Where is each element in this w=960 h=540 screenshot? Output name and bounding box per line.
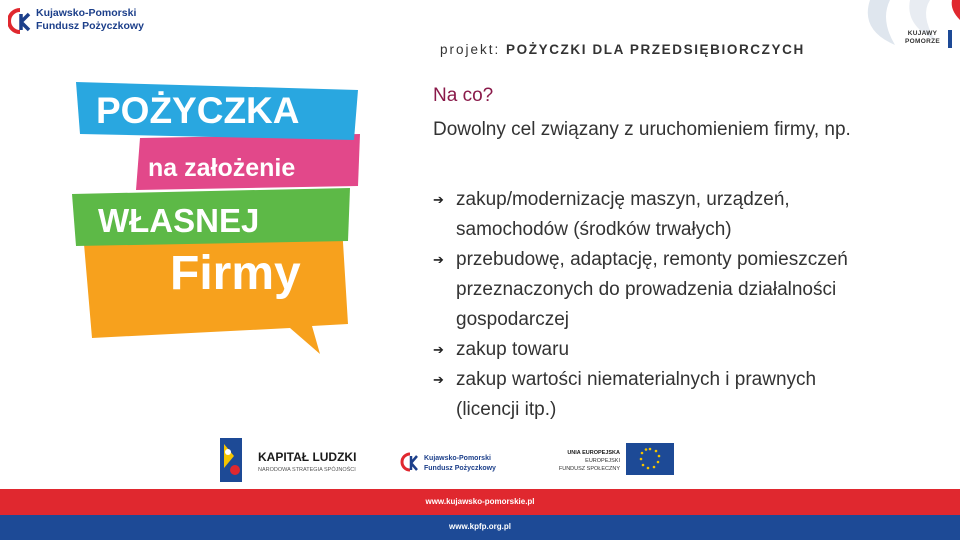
project-line	[440, 42, 805, 57]
banner-phrase-na-zalozenie: na założenie	[148, 154, 296, 182]
project-name: POŻYCZKI DLA PRZEDSIĘBIORCZYCH	[506, 42, 805, 57]
pomorze-text: POMORZE	[905, 38, 940, 45]
list-item	[433, 245, 863, 335]
list-item-text: przebudowę, adaptację, remonty pomieszczeń przeznaczonych do prowadzenia działalności gospodarczej	[456, 249, 848, 330]
list-item-text: zakup/modernizację maszyn, urządzeń, samochodów (środków trwałych)	[456, 189, 790, 240]
kpfp-partner-line2: Fundusz Pożyczkowy	[424, 465, 496, 472]
list-item-text: zakup towaru	[456, 339, 570, 360]
eu-logo	[559, 443, 674, 475]
list-item-text: zakup wartości niematerialnych i prawnych (licencji itp.)	[456, 369, 817, 420]
eu-line3: FUNDUSZ SPOŁECZNY	[558, 466, 620, 472]
list-item	[433, 335, 863, 365]
kapital-ludzki-subtitle: NARODOWA STRATEGIA SPÓJNOŚCI	[258, 467, 356, 473]
purpose-list	[433, 185, 863, 425]
eu-line2: EUROPEJSKI	[585, 458, 620, 464]
kpfp-partner-line1: Kujawsko-Pomorski	[424, 455, 491, 462]
arrow-right-icon: ➔	[433, 192, 444, 207]
question-heading: Na co?	[433, 85, 494, 106]
arrow-right-icon: ➔	[433, 342, 444, 357]
kujawy-text: KUJAWY	[907, 30, 938, 37]
banner-word-wlasnej: WŁASNEJ	[98, 202, 260, 239]
kpfp-logo	[8, 6, 158, 36]
kpfp-emblem-icon	[8, 8, 32, 34]
partner-logos-strip	[220, 434, 680, 486]
footer-url-kpfp[interactable]: www.kpfp.org.pl	[449, 522, 511, 531]
kujawy-pomorze-logo	[840, 0, 960, 80]
banner-word-firmy: Firmy	[170, 247, 301, 300]
intro-text: Dowolny cel związany z uruchomieniem firmy, np.	[433, 119, 851, 140]
list-item	[433, 365, 863, 425]
project-label: projekt:	[440, 42, 501, 57]
arrow-right-icon: ➔	[433, 252, 444, 267]
list-item	[433, 185, 863, 245]
footer-url-region[interactable]: www.kujawsko-pomorskie.pl	[425, 497, 535, 506]
footer-blue-bar	[0, 515, 960, 540]
kujawy-pomorze-emblem-icon	[840, 0, 960, 80]
arrow-right-icon: ➔	[433, 372, 444, 387]
kpfp-logo-line2: Fundusz Pożyczkowy	[36, 20, 144, 32]
kpfp-logo-line1: Kujawsko-Pomorski	[36, 7, 137, 19]
eu-line1: UNIA EUROPEJSKA	[567, 450, 620, 456]
kapital-ludzki-title: KAPITAŁ LUDZKI	[258, 450, 357, 464]
kapital-ludzki-logo	[220, 438, 356, 482]
banner-word-pozyczka: POŻYCZKA	[96, 90, 300, 131]
title-banner-graphic	[62, 76, 362, 361]
footer-red-bar	[0, 489, 960, 515]
kpfp-partner-logo	[402, 454, 496, 472]
